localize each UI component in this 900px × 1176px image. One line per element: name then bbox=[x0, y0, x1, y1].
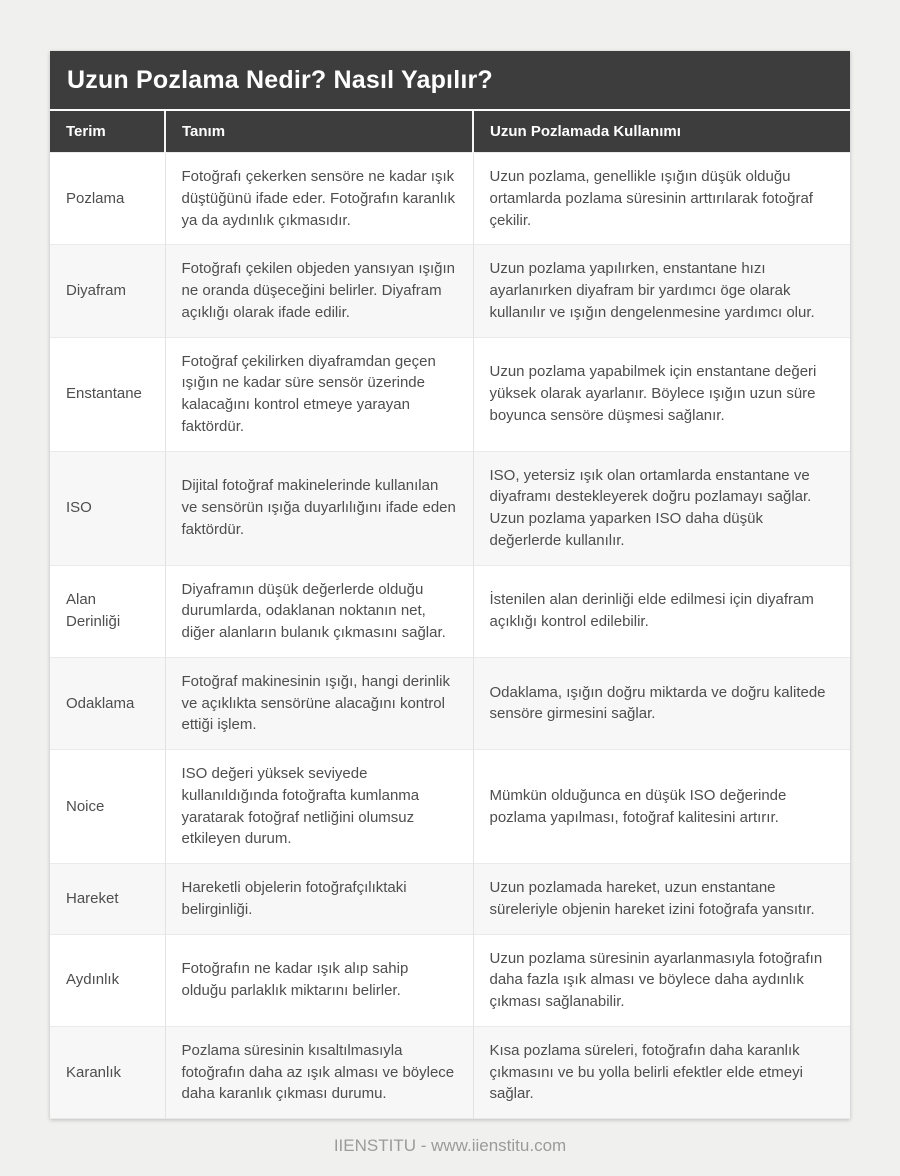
term-cell: Enstantane bbox=[50, 337, 165, 451]
column-header-definition: Tanım bbox=[165, 111, 473, 153]
definition-cell: Dijital fotoğraf makinelerinde kullanılan ve sensörün ışığa duyarlılığını ifade eden faktördür. bbox=[165, 451, 473, 565]
term-cell: ISO bbox=[50, 451, 165, 565]
table-row bbox=[50, 245, 850, 337]
usage-cell: Mümkün olduğunca en düşük ISO değerinde pozlama yapılması, fotoğraf kalitesini artırır. bbox=[473, 750, 850, 864]
table-body bbox=[50, 153, 850, 1119]
definition-cell: Diyaframın düşük değerlerde olduğu durumlarda, odaklanan noktanın net, diğer alanların bulanık çıkmasını sağlar. bbox=[165, 565, 473, 657]
definition-cell: Fotoğraf çekilirken diyaframdan geçen ışığın ne kadar süre sensör üzerinde kalacağını kontrol etmeye yarayan faktördür. bbox=[165, 337, 473, 451]
table-header-row bbox=[50, 111, 850, 153]
table-row bbox=[50, 934, 850, 1026]
table-row bbox=[50, 153, 850, 245]
usage-cell: Uzun pozlamada hareket, uzun enstantane süreleriyle objenin hareket izini fotoğrafa yansıtır. bbox=[473, 864, 850, 935]
definition-cell: Fotoğrafı çekilen objeden yansıyan ışığın ne oranda düşeceğini belirler. Diyafram açıklığı olarak ifade edilir. bbox=[165, 245, 473, 337]
usage-cell: Uzun pozlama yapılırken, enstantane hızı ayarlanırken diyafram bir yardımcı öge olarak kullanılır ve ışığın dengelenmesine yardımcı olur. bbox=[473, 245, 850, 337]
table-header bbox=[50, 111, 850, 153]
definition-cell: Fotoğrafı çekerken sensöre ne kadar ışık düştüğünü ifade eder. Fotoğrafın karanlık ya da aydınlık çıkmasıdır. bbox=[165, 153, 473, 245]
usage-cell: ISO, yetersiz ışık olan ortamlarda enstantane ve diyaframı destekleyerek doğru pozlamayı sağlar. Uzun pozlama yaparken ISO daha düşük değerlerde kullanılır. bbox=[473, 451, 850, 565]
usage-cell: Odaklama, ışığın doğru miktarda ve doğru kalitede sensöre girmesini sağlar. bbox=[473, 657, 850, 749]
definition-cell: Fotoğrafın ne kadar ışık alıp sahip olduğu parlaklık miktarını belirler. bbox=[165, 934, 473, 1026]
table-row bbox=[50, 864, 850, 935]
page-title: Uzun Pozlama Nedir? Nasıl Yapılır? bbox=[50, 51, 850, 111]
table-row bbox=[50, 657, 850, 749]
term-cell: Karanlık bbox=[50, 1026, 165, 1118]
column-header-term: Terim bbox=[50, 111, 165, 153]
term-cell: Odaklama bbox=[50, 657, 165, 749]
term-cell: Hareket bbox=[50, 864, 165, 935]
definition-cell: Pozlama süresinin kısaltılmasıyla fotoğrafın daha az ışık alması ve böylece daha karanlık çıkması durumu. bbox=[165, 1026, 473, 1118]
usage-cell: Uzun pozlama, genellikle ışığın düşük olduğu ortamlarda pozlama süresinin arttırılarak fotoğraf çekilir. bbox=[473, 153, 850, 245]
table-row bbox=[50, 750, 850, 864]
definition-cell: Fotoğraf makinesinin ışığı, hangi derinlik ve açıklıkta sensörüne alacağını kontrol ettiği işlem. bbox=[165, 657, 473, 749]
term-cell: Diyafram bbox=[50, 245, 165, 337]
definition-table bbox=[50, 111, 850, 1119]
table-row bbox=[50, 1026, 850, 1118]
table-row bbox=[50, 565, 850, 657]
footer-brand: IIENSTITU - www.iienstitu.com bbox=[333, 1136, 567, 1155]
table-row bbox=[50, 337, 850, 451]
term-cell: Aydınlık bbox=[50, 934, 165, 1026]
term-cell: Alan Derinliği bbox=[50, 565, 165, 657]
definition-card bbox=[50, 51, 850, 1119]
term-cell: Pozlama bbox=[50, 153, 165, 245]
usage-cell: Uzun pozlama yapabilmek için enstantane değeri yüksek olarak ayarlanır. Böylece ışığın uzun süre boyunca sensöre düşmesi sağlanır. bbox=[473, 337, 850, 451]
column-header-usage: Uzun Pozlamada Kullanımı bbox=[473, 111, 850, 153]
usage-cell: Kısa pozlama süreleri, fotoğrafın daha karanlık çıkmasını ve bu yolla belirli efektler elde etmeyi sağlar. bbox=[473, 1026, 850, 1118]
table-row bbox=[50, 451, 850, 565]
definition-cell: ISO değeri yüksek seviyede kullanıldığında fotoğrafta kumlanma yaratarak fotoğraf netliğini olumsuz etkileyen durum. bbox=[165, 750, 473, 864]
usage-cell: İstenilen alan derinliği elde edilmesi için diyafram açıklığı kontrol edilebilir. bbox=[473, 565, 850, 657]
definition-cell: Hareketli objelerin fotoğrafçılıktaki belirginliği. bbox=[165, 864, 473, 935]
term-cell: Noice bbox=[50, 750, 165, 864]
usage-cell: Uzun pozlama süresinin ayarlanmasıyla fotoğrafın daha fazla ışık alması ve böylece daha aydınlık çıkması sağlanabilir. bbox=[473, 934, 850, 1026]
